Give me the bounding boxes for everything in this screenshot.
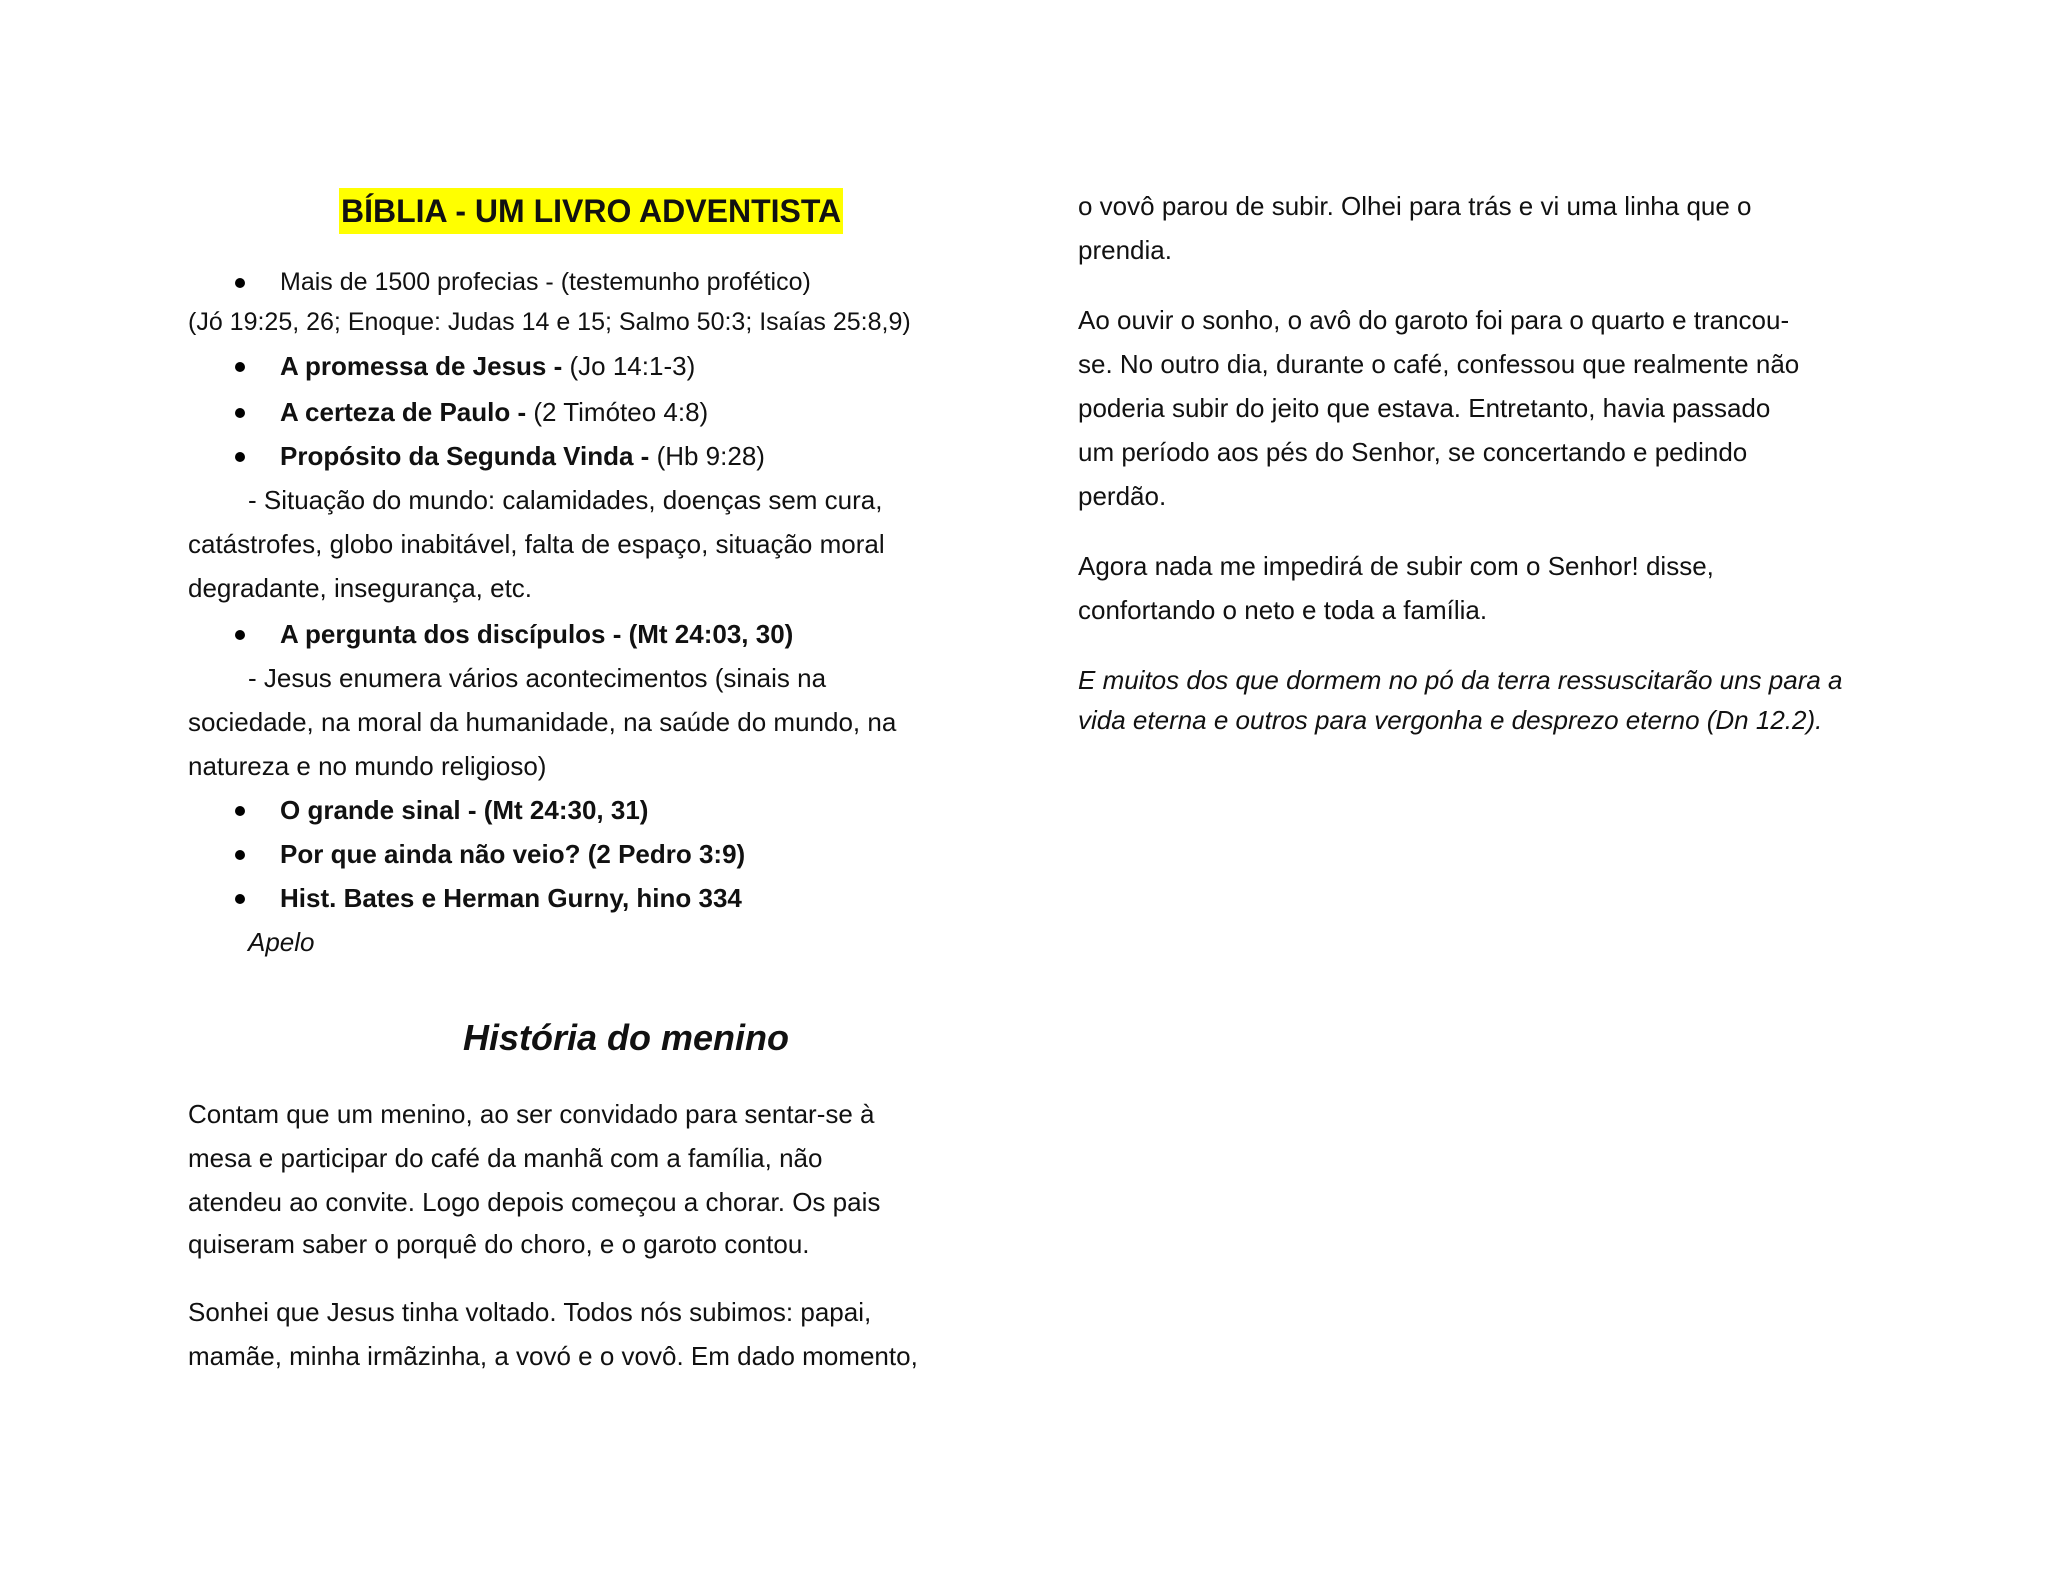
paragraph-line: - Jesus enumera vários acontecimentos (sinais na xyxy=(248,663,827,693)
paragraph-line: atendeu ao convite. Logo depois começou a chorar. Os pais xyxy=(188,1187,881,1217)
paragraph-line: - Situação do mundo: calamidades, doenças sem cura, xyxy=(248,485,883,515)
item-label: A promessa de Jesus - xyxy=(280,351,570,381)
paragraph-line: degradante, insegurança, etc. xyxy=(188,573,533,603)
item-label: A certeza de Paulo - xyxy=(280,397,534,427)
bullet-icon xyxy=(235,850,245,860)
list-item-great-sign: O grande sinal - (Mt 24:30, 31) xyxy=(280,795,649,825)
paragraph-line: poderia subir do jeito que estava. Entretanto, havia passado xyxy=(1078,393,1771,423)
document-title: BÍBLIA - UM LIVRO ADVENTISTA xyxy=(339,188,843,234)
paragraph-line: natureza e no mundo religioso) xyxy=(188,751,547,781)
list-item-prophecies: Mais de 1500 profecias - (testemunho profético) xyxy=(280,268,811,296)
paragraph-line: mamãe, minha irmãzinha, a vovó e o vovô. Em dado momento, xyxy=(188,1341,918,1371)
list-item-promise xyxy=(280,350,695,382)
paragraph-line: perdão. xyxy=(1078,481,1167,511)
bullet-icon xyxy=(235,630,245,640)
item-reference: (Jo 14:1-3) xyxy=(569,351,696,381)
paragraph-line: o vovô parou de subir. Olhei para trás e vi uma linha que o xyxy=(1078,191,1752,221)
prophecies-references: (Jó 19:25, 26; Enoque: Judas 14 e 15; Salmo 50:3; Isaías 25:8,9) xyxy=(188,308,911,336)
paragraph-line: um período aos pés do Senhor, se concertando e pedindo xyxy=(1078,437,1748,467)
bullet-icon xyxy=(235,278,245,288)
item-reference: (2 Timóteo 4:8) xyxy=(533,397,709,427)
item-reference: (Hb 9:28) xyxy=(656,441,765,471)
bullet-icon xyxy=(235,452,245,462)
scripture-quote-line: vida eterna e outros para vergonha e desprezo eterno (Dn 12.2). xyxy=(1078,705,1823,735)
list-item-bates-story: Hist. Bates e Herman Gurny, hino 334 xyxy=(280,883,742,913)
list-item-purpose xyxy=(280,440,765,472)
bullet-icon xyxy=(235,894,245,904)
paragraph-line: confortando o neto e toda a família. xyxy=(1078,595,1488,625)
apelo-label: Apelo xyxy=(248,927,315,957)
paragraph-line: quiseram saber o porquê do choro, e o garoto contou. xyxy=(188,1229,810,1259)
paragraph-line: catástrofes, globo inabitável, falta de espaço, situação moral xyxy=(188,529,885,559)
paragraph-line: sociedade, na moral da humanidade, na saúde do mundo, na xyxy=(188,707,897,737)
list-item-disciples-question: A pergunta dos discípulos - (Mt 24:03, 30) xyxy=(280,619,794,649)
bullet-icon xyxy=(235,362,245,372)
bullet-icon xyxy=(235,806,245,816)
paragraph-line: Agora nada me impedirá de subir com o Senhor! disse, xyxy=(1078,551,1714,581)
paragraph-line: Sonhei que Jesus tinha voltado. Todos nós subimos: papai, xyxy=(188,1297,872,1327)
bullet-icon xyxy=(235,408,245,418)
list-item-why-not-yet: Por que ainda não veio? (2 Pedro 3:9) xyxy=(280,839,746,869)
story-title: História do menino xyxy=(463,1017,790,1058)
paragraph-line: prendia. xyxy=(1078,235,1172,265)
paragraph-line: se. No outro dia, durante o café, confessou que realmente não xyxy=(1078,349,1800,379)
paragraph-line: mesa e participar do café da manhã com a família, não xyxy=(188,1143,823,1173)
paragraph-line: Contam que um menino, ao ser convidado para sentar-se à xyxy=(188,1099,875,1129)
scripture-quote-line: E muitos dos que dormem no pó da terra ressuscitarão uns para a xyxy=(1078,665,1843,695)
list-item-certainty xyxy=(280,396,708,428)
paragraph-line: Ao ouvir o sonho, o avô do garoto foi para o quarto e trancou- xyxy=(1078,305,1790,335)
item-label: Propósito da Segunda Vinda - xyxy=(280,441,657,471)
